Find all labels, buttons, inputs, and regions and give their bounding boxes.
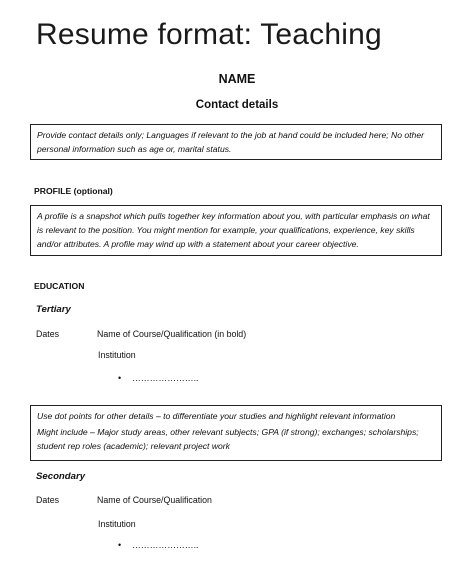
contact-details-heading: Contact details (195, 99, 279, 111)
bullet-icon: • (118, 540, 122, 550)
tertiary-heading: Tertiary (36, 304, 71, 315)
dot-points-line-2: Might include – Major study areas, other relevant subjects; GPA (if strong); exchanges; scholarships; student rep roles (academic); relevant project work (37, 427, 419, 451)
profile-box (30, 205, 442, 256)
tertiary-institution-label: Institution (98, 350, 136, 360)
tertiary-dates-label: Dates (36, 329, 59, 339)
bullet-icon: • (118, 373, 122, 383)
contact-box-text: Provide contact details only; Languages if relevant to the job at hand could be included here; No other personal information such as age or, marital status. (37, 130, 424, 154)
tertiary-bullet-item (118, 373, 198, 383)
secondary-institution-label: Institution (98, 519, 136, 529)
profile-heading: PROFILE (optional) (34, 186, 113, 196)
name-heading: NAME (218, 72, 256, 86)
secondary-heading: Secondary (36, 471, 86, 482)
secondary-course-label: Name of Course/Qualification (97, 495, 212, 505)
tertiary-course-label: Name of Course/Qualification (in bold) (97, 329, 247, 339)
secondary-bullet-item (118, 540, 198, 550)
dot-points-line-1: Use dot points for other details – to differentiate your studies and highlight relevant information (37, 411, 396, 421)
secondary-dates-label: Dates (36, 495, 59, 505)
contact-details-box (30, 124, 442, 160)
education-heading: EDUCATION (34, 281, 85, 291)
tertiary-bullet-text: ………………….. (132, 373, 199, 383)
profile-box-text: A profile is a snapshot which pulls together key information about you, with particular emphasis on what is relevant to the position. You might mention for example, your qualifications, experience, key skills and/or attributes. A profile may wind up with a statement about your career objective. (37, 211, 430, 249)
dot-points-box (30, 405, 442, 461)
page-title: Resume format: Teaching (36, 18, 382, 51)
secondary-bullet-text: ………………….. (132, 540, 199, 550)
